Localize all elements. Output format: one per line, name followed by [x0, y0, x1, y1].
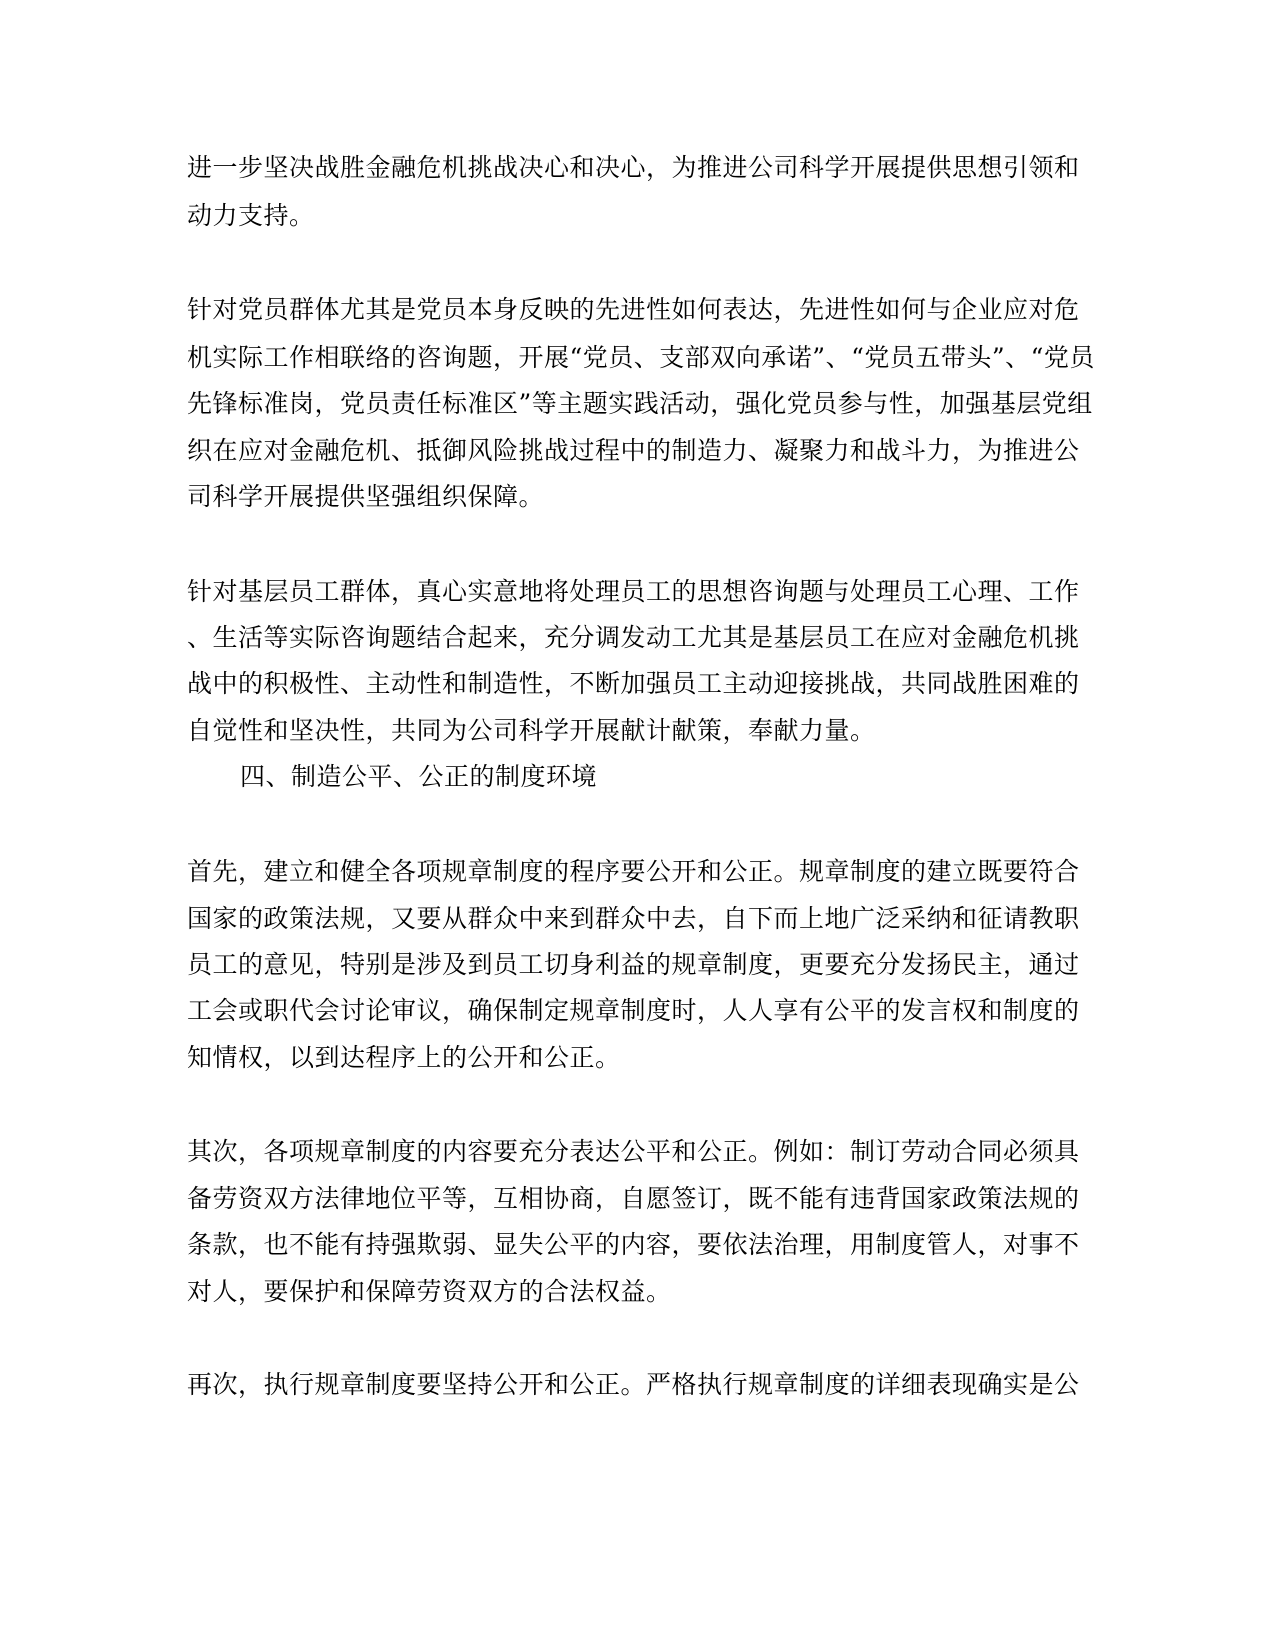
- paragraph-4-line-2: 国家的政策法规，又要从群众中来到群众中去，自下而上地广泛采纳和征请教职: [187, 904, 1080, 933]
- paragraph-3-line-4: 自觉性和坚决性，共同为公司科学开展献计献策，奉献力量。: [187, 716, 876, 745]
- paragraph-5-line-3: 条款，也不能有持强欺弱、显失公平的内容，要依法治理，用制度管人，对事不: [187, 1230, 1080, 1259]
- paragraph-5-line-4: 对人，要保护和保障劳资双方的合法权益。: [187, 1277, 672, 1306]
- paragraph-5-line-1: 其次，各项规章制度的内容要充分表达公平和公正。例如：制订劳动合同必须具: [187, 1137, 1080, 1166]
- paragraph-4-line-4: 工会或职代会讨论审议，确保制定规章制度时，人人享有公平的发言权和制度的: [187, 996, 1080, 1025]
- paragraph-3-line-2: 、生活等实际咨询题结合起来，充分调发动工尤其是基层员工在应对金融危机挑: [187, 623, 1080, 652]
- paragraph-4-line-5: 知情权，以到达程序上的公开和公正。: [187, 1043, 621, 1072]
- paragraph-2-line-4: 织在应对金融危机、抵御风险挑战过程中的制造力、凝聚力和战斗力，为推进公: [187, 436, 1080, 465]
- paragraph-5-line-2: 备劳资双方法律地位平等，互相协商，自愿签订，既不能有违背国家政策法规的: [187, 1184, 1080, 1213]
- section-heading-4: 四、制造公平、公正的制度环境: [240, 762, 598, 791]
- paragraph-2-line-5: 司科学开展提供坚强组织保障。: [187, 482, 545, 511]
- paragraph-3-line-3: 战中的积极性、主动性和制造性，不断加强员工主动迎接挑战，共同战胜困难的: [187, 669, 1080, 698]
- paragraph-2-line-3: 先锋标准岗，党员责任标准区”等主题实践活动，强化党员参与性，加强基层党组: [187, 389, 1093, 418]
- paragraph-2-line-2: 机实际工作相联络的咨询题，开展“党员、支部双向承诺”、“党员五带头”、“党员: [187, 343, 1095, 372]
- paragraph-4-line-1: 首先，建立和健全各项规章制度的程序要公开和公正。规章制度的建立既要符合: [187, 857, 1080, 886]
- paragraph-6-line-1: 再次，执行规章制度要坚持公开和公正。严格执行规章制度的详细表现确实是公: [187, 1370, 1080, 1399]
- paragraph-2-line-1: 针对党员群体尤其是党员本身反映的先进性如何表达，先进性如何与企业应对危: [187, 295, 1080, 324]
- paragraph-3-line-1: 针对基层员工群体，真心实意地将处理员工的思想咨询题与处理员工心理、工作: [187, 577, 1080, 606]
- paragraph-4-line-3: 员工的意见，特别是涉及到员工切身利益的规章制度，更要充分发扬民主，通过: [187, 950, 1080, 979]
- paragraph-1-line-1: 进一步坚决战胜金融危机挑战决心和决心，为推进公司科学开展提供思想引领和: [187, 153, 1080, 182]
- paragraph-1-line-2: 动力支持。: [187, 201, 315, 230]
